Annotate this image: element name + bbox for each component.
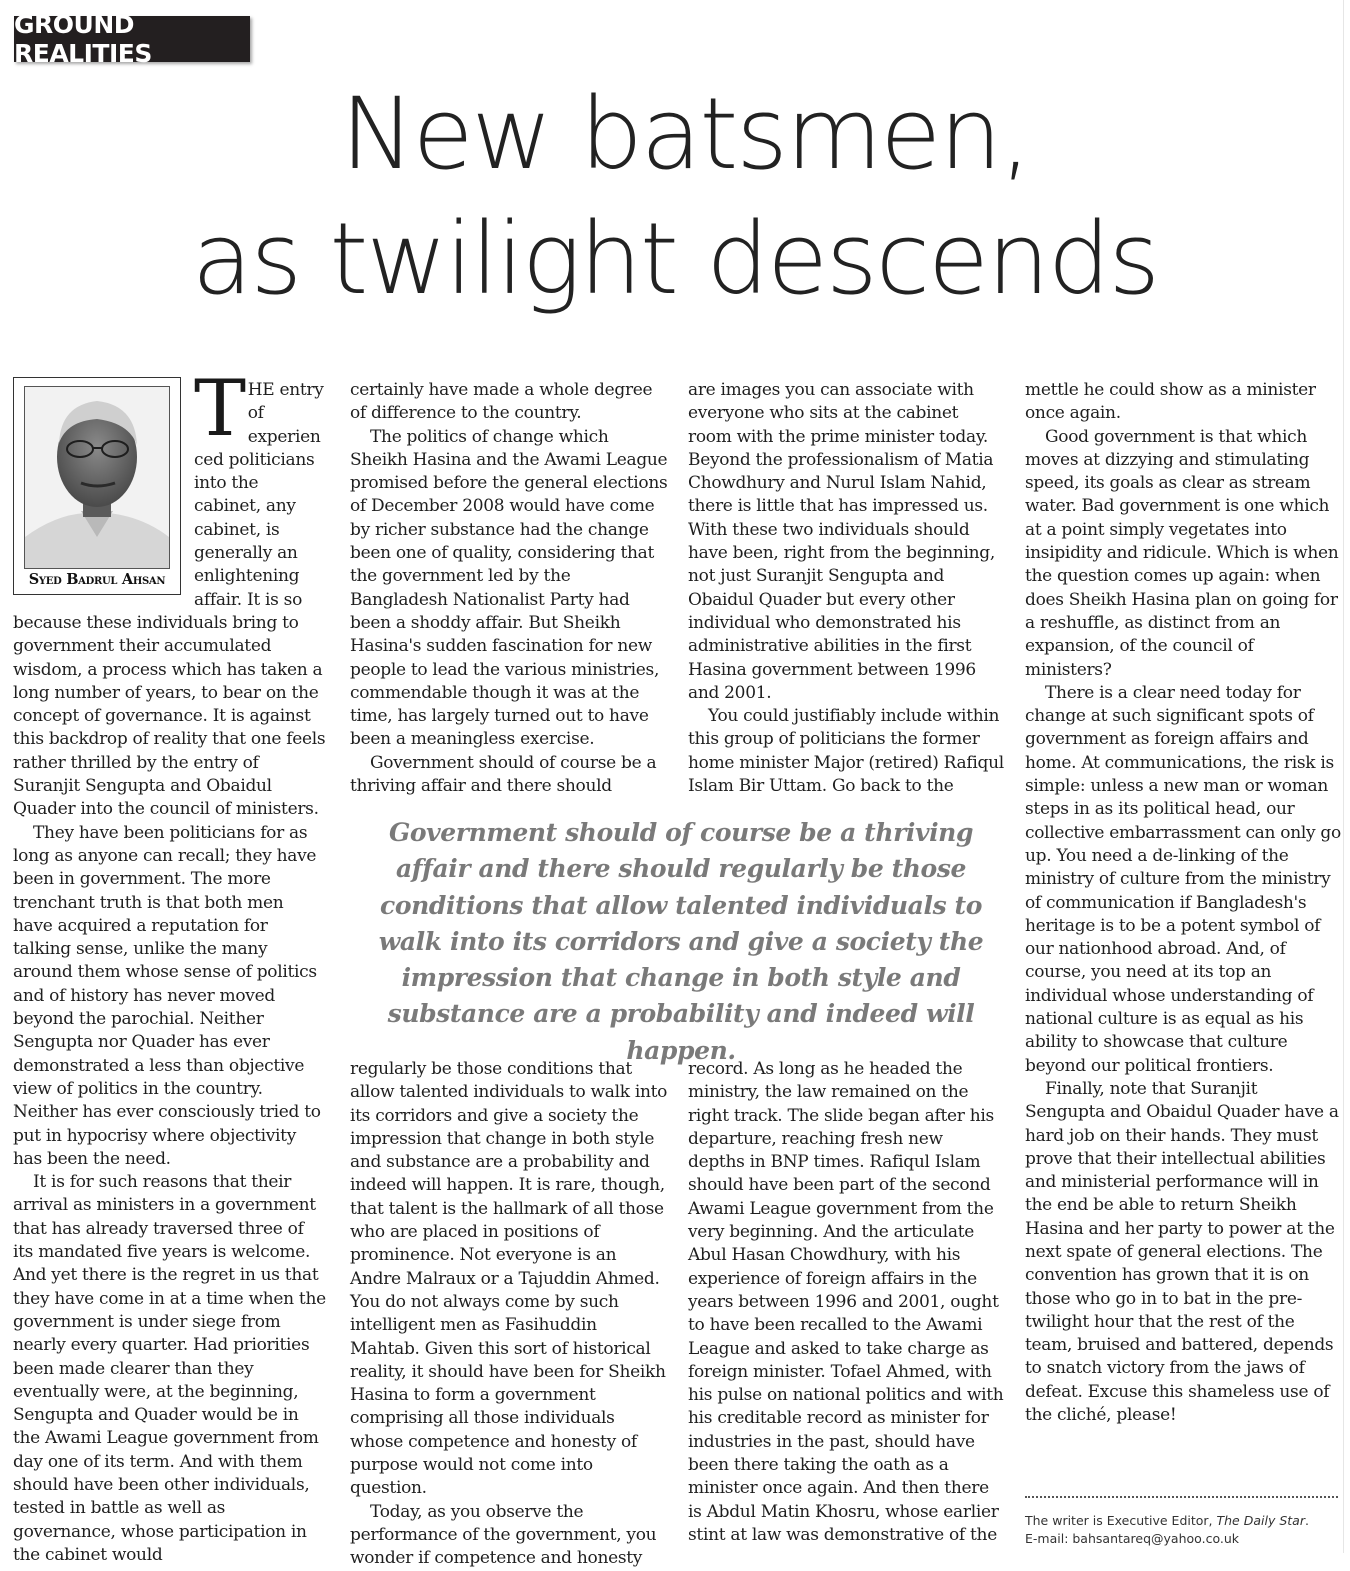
column-2-top bbox=[350, 379, 668, 798]
author-portrait-icon bbox=[25, 387, 169, 568]
headline-line-1: New batsmen, bbox=[340, 77, 1030, 192]
writer-credit-text: The writer is Executive Editor, bbox=[1025, 1513, 1217, 1528]
paragraph: The politics of change which Sheikh Hasina and the Awami League promised before the general elections of December 2008 would have come by richer substance had the change been one of quality, considering that the government led by the Bangladesh Nationalist Party had been a shoddy affair. But Sheikh Hasina's sudden fascination for new people to lead the various ministries, commendable though it was at the time, has largely turned out to have been a meaningless exercise. bbox=[350, 426, 668, 750]
drop-cap: T bbox=[194, 364, 246, 454]
intro-line: into the bbox=[194, 473, 259, 494]
footer-divider bbox=[1025, 1496, 1338, 1498]
column-4 bbox=[1025, 379, 1341, 1427]
intro-line: of bbox=[247, 403, 264, 424]
section-label bbox=[14, 10, 250, 68]
paragraph: You could justifiably include within this group of politicians the former home minister Major (retired) Rafiqul Islam Bir Uttam. Go back to the bbox=[688, 706, 1004, 797]
publication-name: The Daily Star bbox=[1216, 1513, 1305, 1528]
column-2-bottom bbox=[350, 1058, 668, 1571]
intro-line: generally an bbox=[194, 543, 298, 564]
paragraph: record. As long as he headed the ministry, the law remained on the right track. The slide began after his departure, reaching fresh new depths in BNP times. Rafiqul Islam should have been part of the second Awami League government from the very beginning. And the articulate Abul Hasan Chowdhury, with his experience of foreign affairs in the years between 1996 and 2001, ought to have been recalled to the Awami League and asked to take charge as foreign minister. Tofael Ahmed, with his pulse on national politics and with his creditable record as minister for industries in the past, should have been there taking the oath as a minister once again. And then there is Abdul Matin Khosru, whose earlier stint at law was demonstrative of the bbox=[688, 1059, 1004, 1545]
intro-line: cabinet, any bbox=[194, 496, 296, 517]
headline-line-2: as twilight descends bbox=[191, 202, 1159, 317]
intro-line: ced politicians bbox=[194, 449, 315, 470]
paragraph: Good government is that which moves at dizzying and stimulating speed, its goals as clear as stream water. Bad government is one which at a point simply vegetates into insipidity and ridicule. Which is when the question comes up again: when does Sheikh Hasina plan on going for a reshuffle, as distinct from an expansion, of the council of ministers? bbox=[1025, 426, 1339, 680]
paragraph: because these individuals bring to government their accumulated wisdom, a process which has taken a long number of years, to bear on the concept of governance. It is against this backdrop of reality that one feels rather thrilled by the entry of Suranjit Sengupta and Obaidul Quader into the council of ministers. bbox=[13, 613, 326, 820]
author-photo bbox=[24, 386, 170, 569]
author-photo-box bbox=[13, 377, 181, 595]
column-3-top bbox=[688, 379, 1004, 798]
paragraph: mettle he could show as a minister once again. bbox=[1025, 380, 1316, 424]
intro-line: experien bbox=[247, 426, 321, 447]
paragraph: certainly have made a whole degree of difference to the country. bbox=[350, 380, 653, 424]
pull-quote: Government should of course be a thriving affair and there should regularly be those conditions that allow talented individuals to walk into its corridors and give a society the impression that change in both style and substance are a probability and indeed will happen. bbox=[378, 818, 984, 1065]
paragraph: are images you can associate with everyone who sits at the cabinet room with the prime minister today. Beyond the professionalism of Matia Chowdhury and Nurul Islam Nahid, there is little that has impressed us. With these two individuals should have been, right from the beginning, not just Suranjit Sengupta and Obaidul Quader but every other individual who demonstrated his administrative abilities in the first Hasina government between 1996 and 2001. bbox=[688, 380, 995, 703]
intro-line: cabinet, is bbox=[194, 519, 280, 540]
intro-cell bbox=[194, 364, 326, 612]
paragraph: They have been politicians for as long as anyone can recall; they have been in government. The more trenchant truth is that both men have acquired a reputation for talking sense, unlike the many around them whose sense of politics and of history has never moved beyond the parochial. Neither Sengupta nor Quader has ever demonstrated a less than objective view of politics in the country. Neither has ever consciously tried to put in hypocrisy where objectivity has been the need. bbox=[13, 822, 321, 1169]
section-label-text: GROUND REALITIES bbox=[14, 10, 152, 68]
writer-email: E-mail: bahsantareq@yahoo.co.uk bbox=[1025, 1531, 1240, 1546]
paragraph: There is a clear need today for change at such significant spots of government as foreign affairs and home. At communications, the risk is simple: unless a new man or woman steps in as its political head, our collective embarrassment can only go up. You need a de-linking of the ministry of culture from the ministry of communication if Bangladesh's heritage is to be a potent symbol of our nationhood abroad. And, of course, you need at its top an individual whose understanding of national culture is as equal as his ability to showcase that culture beyond our political frontiers. bbox=[1025, 682, 1341, 1076]
writer-credit bbox=[1025, 1512, 1343, 1530]
paragraph: regularly be those conditions that allow talented individuals to walk into its corridors and give a society the impression that change in both style and substance are a probability and indeed will happen. It is rare, though, that talent is the hallmark of all those who are placed in positions of prominence. Not everyone is an Andre Malraux or a Tajuddin Ahmed. You do not always come by such intelligent men as Fasihuddin Mahtab. Given this sort of historical reality, it should have been for Sheikh Hasina to form a government comprising all those individuals whose competence and honesty of purpose would not come into question. bbox=[350, 1059, 668, 1499]
paragraph: Finally, note that Suranjit Sengupta and Obaidul Quader have a hard job on their hands. They must prove that their intellectual abilities and ministerial performance will in the end be able to return Sheikh Hasina and her party to power at the next spate of general elections. The convention has grown that it is on those who go in to bat in the pre-twilight hour that the rest of the team, bruised and battered, depends to snatch victory from the jaws of defeat. Excuse this shameless use of the cliché, please! bbox=[1025, 1078, 1339, 1426]
column-3-bottom bbox=[688, 1058, 1004, 1547]
intro-line: enlightening bbox=[194, 566, 300, 587]
paragraph: Government should of course be a thriving affair and there should bbox=[350, 752, 657, 797]
column-1 bbox=[13, 612, 326, 1567]
intro-line: HE entry bbox=[247, 380, 324, 400]
intro-line: affair. It is so bbox=[194, 589, 303, 610]
paragraph: It is for such reasons that their arrival as ministers in a government that has already traversed three of its mandated five years is welcome. And yet there is the regret in us that they have come in at a time when the government is under siege from nearly every quarter. Had priorities been made clearer than they eventually were, at the beginning, Sengupta and Quader would be in the Awami League government from day one of its term. And with them should have been other individuals, tested in battle as well as governance, whose participation in the cabinet would bbox=[13, 1172, 326, 1565]
writer-footer bbox=[1025, 1512, 1343, 1548]
author-byline: Syed Badrul Ahsan bbox=[28, 571, 166, 588]
writer-credit-suffix: . bbox=[1304, 1513, 1309, 1528]
paragraph: Today, as you observe the performance of the government, you wonder if competence and honesty bbox=[350, 1501, 657, 1569]
page-edge bbox=[1343, 0, 1350, 1553]
